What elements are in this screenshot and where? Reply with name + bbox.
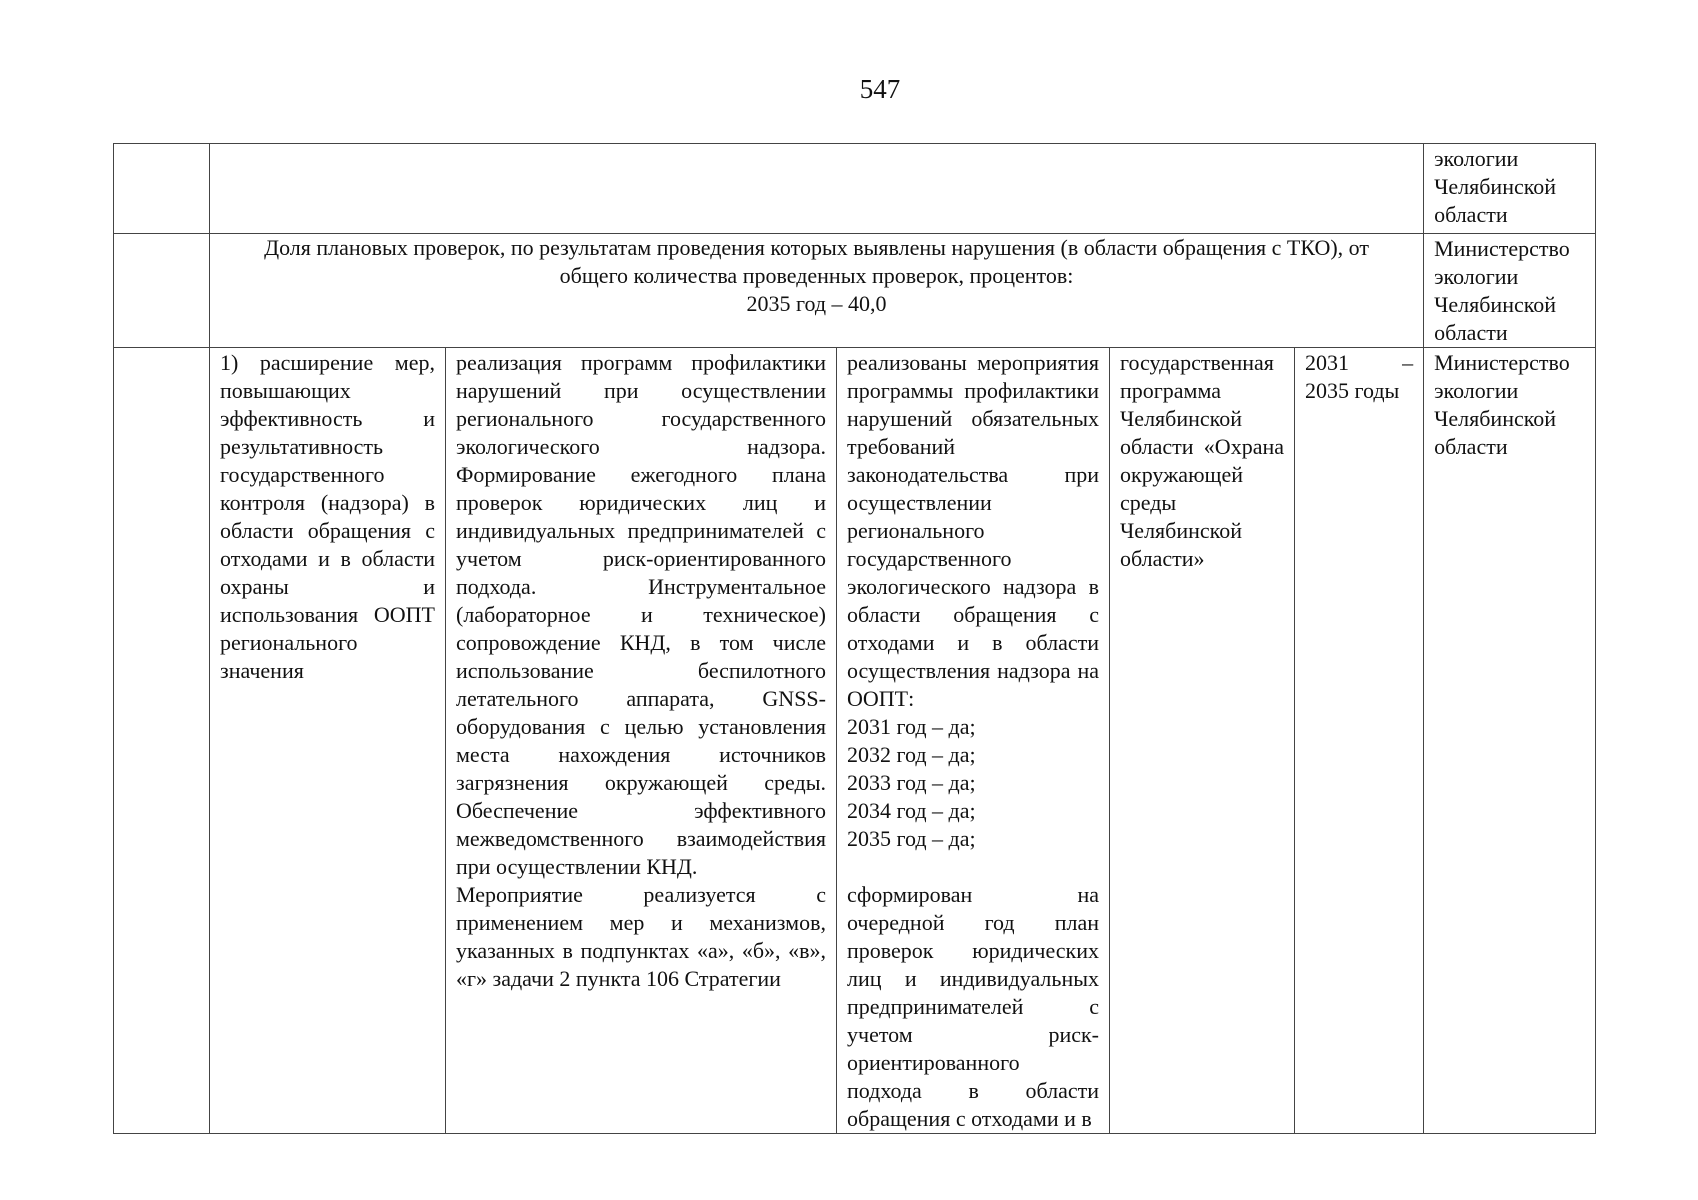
table-row-indicator — [114, 234, 1596, 348]
responsible-cell: экологии Челябинской области — [1424, 144, 1596, 234]
measure-paragraph: Мероприятие реализуется с применением мер и механизмов, указанных в подпунктах «а», «б», «в», «г» задачи 2 пункта 106 Стратегии — [456, 882, 826, 991]
responsible-cell: Министерство экологии Челябинской области — [1424, 234, 1596, 348]
result-year-item: 2035 год – да; — [847, 826, 976, 851]
empty-number-cell — [114, 234, 210, 348]
strategy-table — [113, 143, 1596, 1134]
result-year-item: 2033 год – да; — [847, 770, 976, 795]
period-start: 2031 — [1305, 350, 1349, 375]
task-cell: 1) расширение мер, повышающих эффективность и результативность государственного контроля (надзора) в области обращения с отходами и в области охраны и использования ООПТ регионального значения — [210, 348, 446, 1134]
table-row-continuation — [114, 144, 1596, 234]
empty-merged-cell — [210, 144, 1424, 234]
result-years-list — [847, 713, 1099, 853]
indicator-cell — [210, 234, 1424, 348]
program-cell: государственная программа Челябинской области «Охрана окружающей среды Челябинской области» — [1110, 348, 1295, 1134]
indicator-text: Доля плановых проверок, по результатам проведения которых выявлены нарушения (в области обращения с ТКО), от общего количества проведенных проверок, процентов: — [264, 235, 1369, 288]
result-year-item: 2032 год – да; — [847, 742, 976, 767]
period-start-line — [1305, 349, 1413, 377]
table-row-measure — [114, 348, 1596, 1134]
empty-number-cell — [114, 144, 210, 234]
result-year-item: 2031 год – да; — [847, 714, 976, 739]
result-paragraph: сформирован на очередной год план проверок юридических лиц и индивидуальных предпринимателей с учетом риск-ориентированного подхода в области обращения с отходами и в — [847, 882, 1099, 1131]
measure-cell — [446, 348, 837, 1134]
indicator-value: 2035 год – 40,0 — [746, 291, 887, 316]
period-end: 2035 годы — [1305, 378, 1400, 403]
period-cell — [1295, 348, 1424, 1134]
responsible-cell: Министерство экологии Челябинской области — [1424, 348, 1596, 1134]
result-year-item: 2034 год – да; — [847, 798, 976, 823]
empty-number-cell — [114, 348, 210, 1134]
measure-paragraph: реализация программ профилактики нарушений при осуществлении регионального государственного экологического надзора. Формирование ежегодного плана проверок юридических лиц и индивидуальных предпринимателей с учетом риск-ориентированного подхода. Инструментальное (лабораторное и техническое) сопровождение КНД, в том числе использование беспилотного летательного аппарата, GNSS-оборудования с целью установления места нахождения источников загрязнения окружающей среды. Обеспечение эффективного межведомственного взаимодействия при осуществлении КНД. — [456, 350, 826, 879]
result-paragraph: реализованы мероприятия программы профилактики нарушений обязательных требований законодательства при осуществлении регионального государственного экологического надзора в области обращения с отходами и в области осуществления надзора на ООПТ: — [847, 350, 1099, 711]
spacer — [847, 853, 1099, 881]
page-number: 547 — [859, 74, 901, 104]
period-dash: – — [1402, 350, 1414, 375]
result-cell — [837, 348, 1110, 1134]
